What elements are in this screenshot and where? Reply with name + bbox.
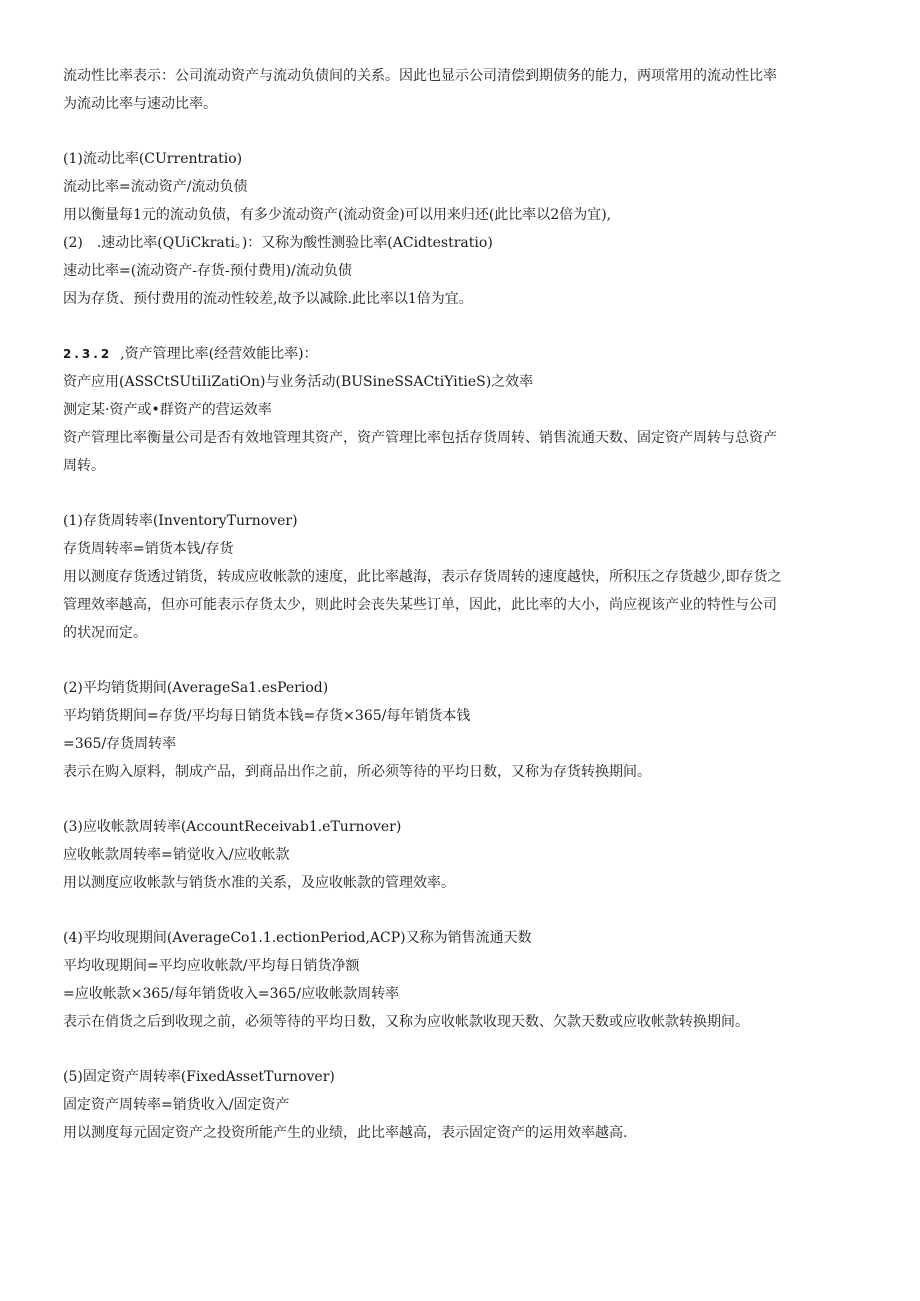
avg-sales-period-title: (2)平均销货期间(AverageSa1.esPeriod) [63, 680, 329, 696]
avg-sales-period-desc: 表示在购入原料，制成产品，到商品出作之前，所必须等待的平均日数，又称为存货转换期间。 [63, 764, 651, 780]
receivable-turnover-desc: 用以测度应收帐款与销货水准的关系，及应收帐款的管理效率。 [63, 875, 455, 891]
document-page [63, 62, 863, 1147]
collection-period-title: (4)平均收现期间(AverageCo1.1.ectionPeriod,ACP)又称为销售流通天数 [63, 930, 532, 946]
avg-sales-period-formula-1: 平均销货期间=存货/平均每日销货本钱=存货×365/每年销货本钱 [63, 708, 471, 724]
current-ratio-formula: 流动比率=流动资产/流动负债 [63, 179, 248, 195]
collection-period-formula-1: 平均收现期间=平均应收帐款/平均每日销货净额 [63, 958, 360, 974]
intro-line-1: 流动性比率表示：公司流动资产与流动负债间的关系。因此也显示公司清偿到期债务的能力，两项常用的流动性比率 [63, 68, 777, 84]
quick-ratio-desc: 因为存货、预付费用的流动性较差,故予以减除.此比率以1倍为宜。 [63, 291, 473, 307]
inventory-turnover-desc-2: 管理效率越高，但亦可能表示存货太少，则此时会丧失某些订单，因此，此比率的大小，尚应视该产业的特性与公司 [63, 597, 777, 613]
collection-period-formula-2: =应收帐款×365/每年销货收入=365/应收帐款周转率 [63, 986, 400, 1002]
current-ratio-desc: 用以衡量每1元的流动负债，有多少流动资产(流动资金)可以用来归还(此比率以2倍为宜), [63, 207, 612, 223]
quick-ratio-title: (2) .速动比率(QUiCkrati。)：又称为酸性测验比率(ACidtestratio) [63, 235, 493, 251]
avg-sales-period-formula-2: =365/存货周转率 [63, 736, 177, 752]
receivable-turnover-formula: 应收帐款周转率=销觉收入/应收帐款 [63, 847, 290, 863]
fixed-asset-turnover-formula: 固定资产周转率=销货收入/固定资产 [63, 1097, 290, 1113]
section-line-2: 测定某·资产或•群资产的营运效率 [63, 402, 272, 418]
section-title: ,资产管理比率(经营效能比率)： [120, 346, 318, 362]
receivable-turnover-title: (3)应收帐款周转率(AccountReceivab1.eTurnover) [63, 819, 402, 835]
section-heading [63, 340, 863, 368]
inventory-turnover-formula: 存货周转率=销货本钱/存货 [63, 541, 234, 557]
inventory-turnover-title: (1)存货周转率(InventoryTurnover) [63, 513, 298, 529]
section-line-1: 资产应用(ASSCtSUtiIiZatiOn)与业务活动(BUSineSSACtiYitieS)之效率 [63, 374, 534, 390]
section-line-4: 周转。 [63, 458, 105, 474]
collection-period-desc: 表示在俏货之后到收现之前，必须等待的平均日数，又称为应收帐款收现天数、欠款天数或应收帐款转换期间。 [63, 1014, 749, 1030]
section-line-3: 资产管理比率衡量公司是否有效地管理其资产，资产管理比率包括存货周转、销售流通天数、固定资产周转与总资产 [63, 430, 777, 446]
fixed-asset-turnover-desc: 用以测度每元固定资产之投资所能产生的业绩，此比率越高，表示固定资产的运用效率越高. [63, 1125, 628, 1141]
intro-line-2: 为流动比率与速动比率。 [63, 96, 217, 112]
inventory-turnover-desc-3: 的状况而定。 [63, 625, 147, 641]
section-number: 2.3.2 [63, 347, 113, 361]
inventory-turnover-desc-1: 用以测度存货透过销货，转成应收帐款的速度，此比率越海，表示存货周转的速度越快，所积压之存货越少,即存货之 [63, 569, 782, 585]
current-ratio-title: (1)流动比率(CUrrentratio) [63, 151, 243, 167]
fixed-asset-turnover-title: (5)固定资产周转率(FixedAssetTurnover) [63, 1069, 335, 1085]
quick-ratio-formula: 速动比率=(流动资产-存货-预付费用)/流动负债 [63, 263, 352, 279]
